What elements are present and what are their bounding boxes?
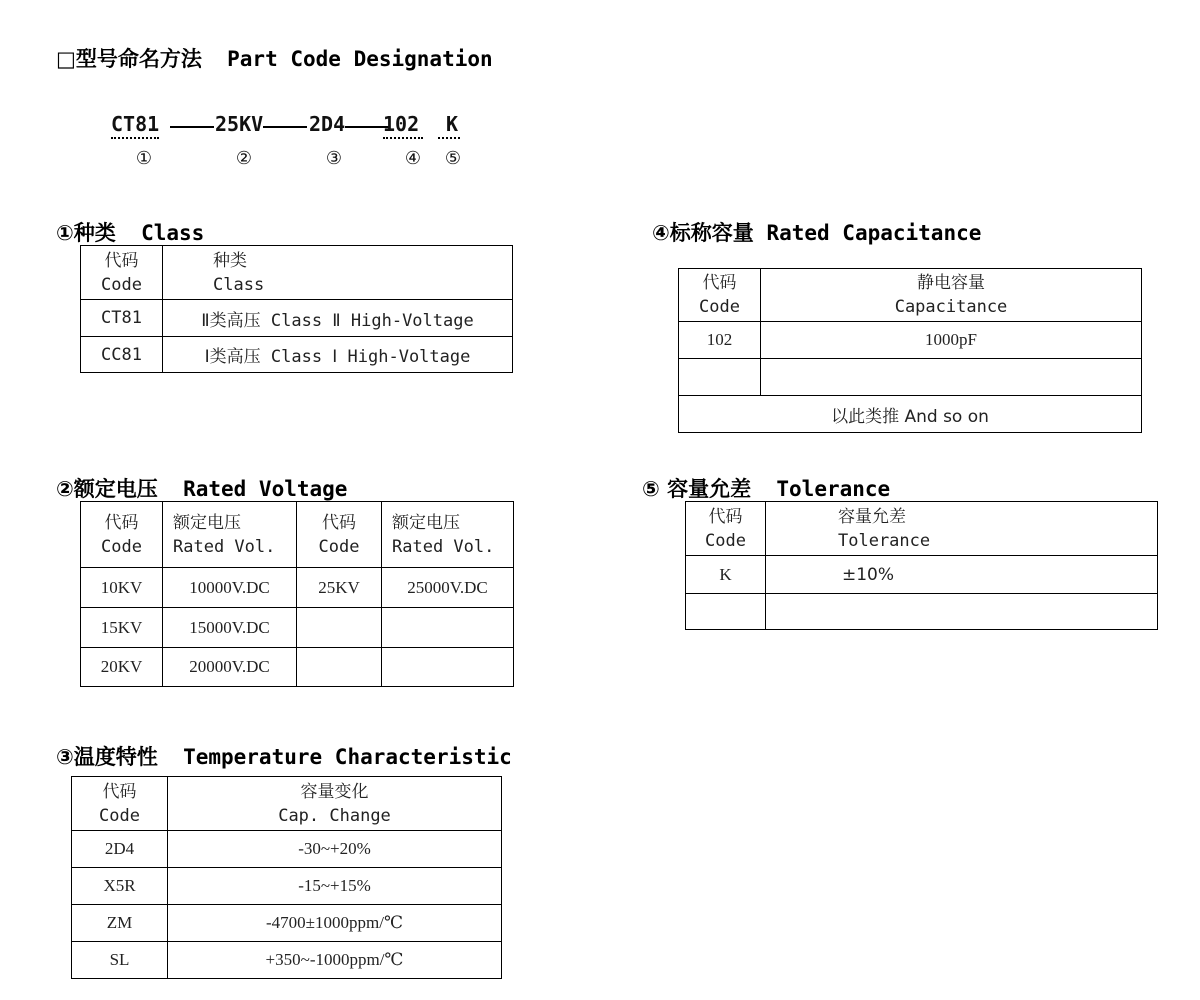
cell-code <box>297 608 382 648</box>
capacitance-table <box>678 268 1142 433</box>
table-row <box>81 648 514 687</box>
table-header-row <box>679 269 1142 322</box>
cell-code: 10KV <box>81 568 163 608</box>
class-title-zh: ①种类 <box>56 221 116 245</box>
marker-1: ① <box>135 148 153 169</box>
cell-capacitance <box>761 359 1142 396</box>
page-title-zh: □型号命名方法 <box>56 47 202 71</box>
table-row <box>81 300 513 337</box>
capacitance-title-zh: ④标称容量 <box>652 221 754 245</box>
temperature-title-zh: ③温度特性 <box>56 745 158 769</box>
table-header-row <box>72 777 502 831</box>
temperature-section-title <box>56 741 512 771</box>
cell-cap-change: -30~+20% <box>168 831 502 868</box>
table-row <box>686 556 1158 594</box>
cell-code <box>297 648 382 687</box>
tolerance-table <box>685 501 1158 630</box>
table-row <box>72 942 502 979</box>
cell-voltage: 20000V.DC <box>163 648 297 687</box>
code-segment-voltage: 25KV <box>215 112 264 136</box>
voltage-title-zh: ②额定电压 <box>56 477 158 501</box>
header-cap-change: 容量变化 Cap. Change <box>168 777 502 831</box>
capacitance-section-title <box>652 217 981 247</box>
code-segment-class: CT81 <box>111 112 159 139</box>
table-row <box>679 359 1142 396</box>
cell-cap-change: -4700±1000ppm/℃ <box>168 905 502 942</box>
cell-voltage <box>382 648 514 687</box>
class-title-en: Class <box>141 221 205 245</box>
cell-voltage <box>382 608 514 648</box>
cell-code: 20KV <box>81 648 163 687</box>
header-code: 代码 Code <box>72 777 168 831</box>
code-dash <box>263 126 307 128</box>
table-header-row <box>81 502 514 568</box>
code-segment-tolerance: K <box>438 112 460 139</box>
cell-code: CC81 <box>81 337 163 373</box>
cell-code: ZM <box>72 905 168 942</box>
header-code: 代码 Code <box>81 502 163 568</box>
cell-code: SL <box>72 942 168 979</box>
cell-tolerance <box>766 594 1158 630</box>
table-row <box>72 831 502 868</box>
table-row <box>679 322 1142 359</box>
cell-code: 15KV <box>81 608 163 648</box>
header-code: 代码 Code <box>297 502 382 568</box>
tolerance-section-title <box>642 473 890 503</box>
cell-voltage: 25000V.DC <box>382 568 514 608</box>
table-row <box>81 568 514 608</box>
cell-tolerance: ±10% <box>766 556 1158 594</box>
cell-code <box>686 594 766 630</box>
table-row <box>679 396 1142 433</box>
header-tolerance: 容量允差 Tolerance <box>766 502 1158 556</box>
temperature-table <box>71 776 502 979</box>
cell-cap-change: +350~-1000ppm/℃ <box>168 942 502 979</box>
temperature-title-en: Temperature Characteristic <box>183 745 512 769</box>
marker-3: ③ <box>325 148 343 169</box>
header-code: 代码 Code <box>679 269 761 322</box>
cell-capacitance: 1000pF <box>761 322 1142 359</box>
marker-4: ④ <box>404 148 422 169</box>
code-segment-temperature: 2D4 <box>309 112 346 136</box>
voltage-table <box>80 501 514 687</box>
marker-5: ⑤ <box>444 148 462 169</box>
header-class: 种类 Class <box>163 246 513 300</box>
cell-code: 102 <box>679 322 761 359</box>
cell-code: CT81 <box>81 300 163 337</box>
cell-class: Ⅱ类高压 Class Ⅱ High-Voltage <box>163 300 513 337</box>
header-rated-vol: 额定电压 Rated Vol. <box>382 502 514 568</box>
table-row <box>686 594 1158 630</box>
cell-cap-change: -15~+15% <box>168 868 502 905</box>
capacitance-title-en: Rated Capacitance <box>766 221 982 245</box>
header-code: 代码 Code <box>81 246 163 300</box>
table-header-row <box>81 246 513 300</box>
marker-2: ② <box>235 148 253 169</box>
tolerance-title-en: Tolerance <box>776 477 891 501</box>
header-code: 代码 Code <box>686 502 766 556</box>
cell-code: X5R <box>72 868 168 905</box>
table-row <box>72 905 502 942</box>
page-title-en: Part Code Designation <box>227 47 493 71</box>
cell-code: 25KV <box>297 568 382 608</box>
table-row <box>81 608 514 648</box>
cell-voltage: 10000V.DC <box>163 568 297 608</box>
page-title <box>56 43 493 73</box>
cell-class: Ⅰ类高压 Class Ⅰ High-Voltage <box>163 337 513 373</box>
class-table <box>80 245 513 373</box>
voltage-title-en: Rated Voltage <box>183 477 348 501</box>
header-rated-vol: 额定电压 Rated Vol. <box>163 502 297 568</box>
table-header-row <box>686 502 1158 556</box>
header-capacitance: 静电容量 Capacitance <box>761 269 1142 322</box>
tolerance-title-zh: ⑤ 容量允差 <box>642 477 752 501</box>
class-section-title <box>56 217 204 247</box>
cell-and-so-on: 以此类推 And so on <box>679 396 1142 433</box>
table-row <box>72 868 502 905</box>
code-segment-capacitance: 102 <box>383 112 423 139</box>
cell-code <box>679 359 761 396</box>
table-row <box>81 337 513 373</box>
cell-code: 2D4 <box>72 831 168 868</box>
code-dash <box>170 126 214 128</box>
cell-voltage: 15000V.DC <box>163 608 297 648</box>
voltage-section-title <box>56 473 347 503</box>
cell-code: K <box>686 556 766 594</box>
